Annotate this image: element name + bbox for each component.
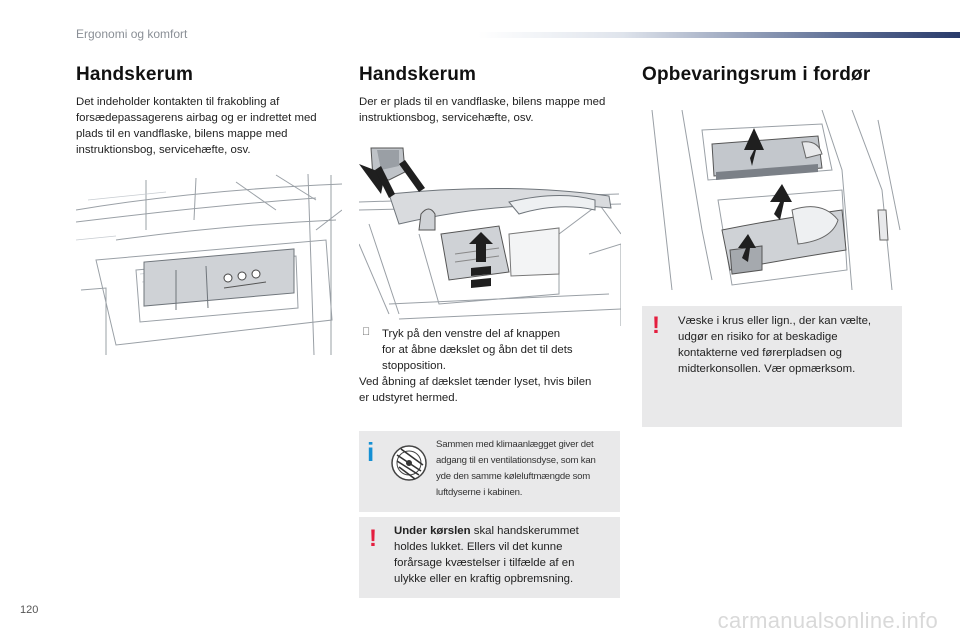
door-drawing: [642, 110, 902, 290]
glovebox-drawing-2: [359, 144, 621, 326]
glovebox-illustration-2: [359, 144, 621, 326]
warning-line-1-rest: skal handskerummet: [470, 525, 579, 537]
info-line-4: luftdyserne i kabinen.: [436, 487, 523, 498]
bullet-symbol: [362, 326, 370, 338]
step-line-3: stopposition.: [382, 360, 446, 372]
door-warning-line-3: kontakterne ved førerpladsen og: [678, 347, 842, 359]
warning-line-3: forårsage kvæstelser i tilfælde af en: [394, 557, 575, 569]
info-line-2: adgang til en ventilationsdyse, som kan: [436, 455, 596, 466]
door-storage-illustration: [642, 110, 902, 290]
step-line-1: Tryk på den venstre del af knappen: [382, 328, 561, 340]
info-box: [359, 431, 620, 512]
section-header: Ergonomi og komfort: [76, 27, 188, 41]
glovebox-illustration-1: [76, 170, 342, 355]
info-line-1: Sammen med klimaanlægget giver det: [436, 439, 594, 450]
door-warning-line-4: midterkonsollen. Vær opmærksom.: [678, 363, 856, 375]
col2-text: Der er plads til en vandflaske, bilens mappe med instruktionsbog, servicehæfte, osv.: [359, 96, 606, 124]
warning-icon-door: !: [652, 312, 660, 339]
info-line-3: yde den samme køleluftmængde som: [436, 471, 591, 482]
warning-bold: Under kørslen: [394, 525, 471, 537]
col1-text: Det indeholder kontakten til frakobling af forsædepassagerens airbag og er indrettet med plads til en vandflaske, bilens mappe med instruktionsbog, servicehæfte, osv.: [76, 96, 317, 156]
door-warning-line-2: udgør en risiko for at beskadige: [678, 331, 838, 343]
col2-title: Handskerum: [359, 64, 477, 85]
col3-title: Opbevaringsrum i fordør: [642, 64, 871, 85]
warning-box-glovebox: [359, 517, 620, 598]
glovebox-drawing-1: [76, 170, 342, 355]
door-warning-line-1: Væske i krus eller lign., der kan vælte,: [678, 315, 872, 327]
watermark: carmanualsonline.info: [717, 608, 938, 633]
note-line-2: er udstyret hermed.: [359, 392, 458, 404]
warning-icon: !: [369, 525, 377, 552]
header-gradient-bar: [478, 32, 960, 38]
page-number: 120: [20, 604, 39, 616]
warning-line-4: ulykke eller en kraftig opbremsning.: [394, 573, 574, 585]
warning-line-1: [394, 523, 618, 539]
warning-box-door: [642, 306, 902, 427]
step-line-2: for at åbne dækslet og åbn det til dets: [382, 344, 573, 356]
info-icon: i: [367, 437, 375, 467]
warning-line-2: holdes lukket. Ellers vil det kunne: [394, 541, 563, 553]
col1-title: Handskerum: [76, 64, 194, 85]
air-vent-icon: [387, 441, 431, 485]
note-line-1: Ved åbning af dækslet tænder lyset, hvis bilen: [359, 376, 592, 388]
